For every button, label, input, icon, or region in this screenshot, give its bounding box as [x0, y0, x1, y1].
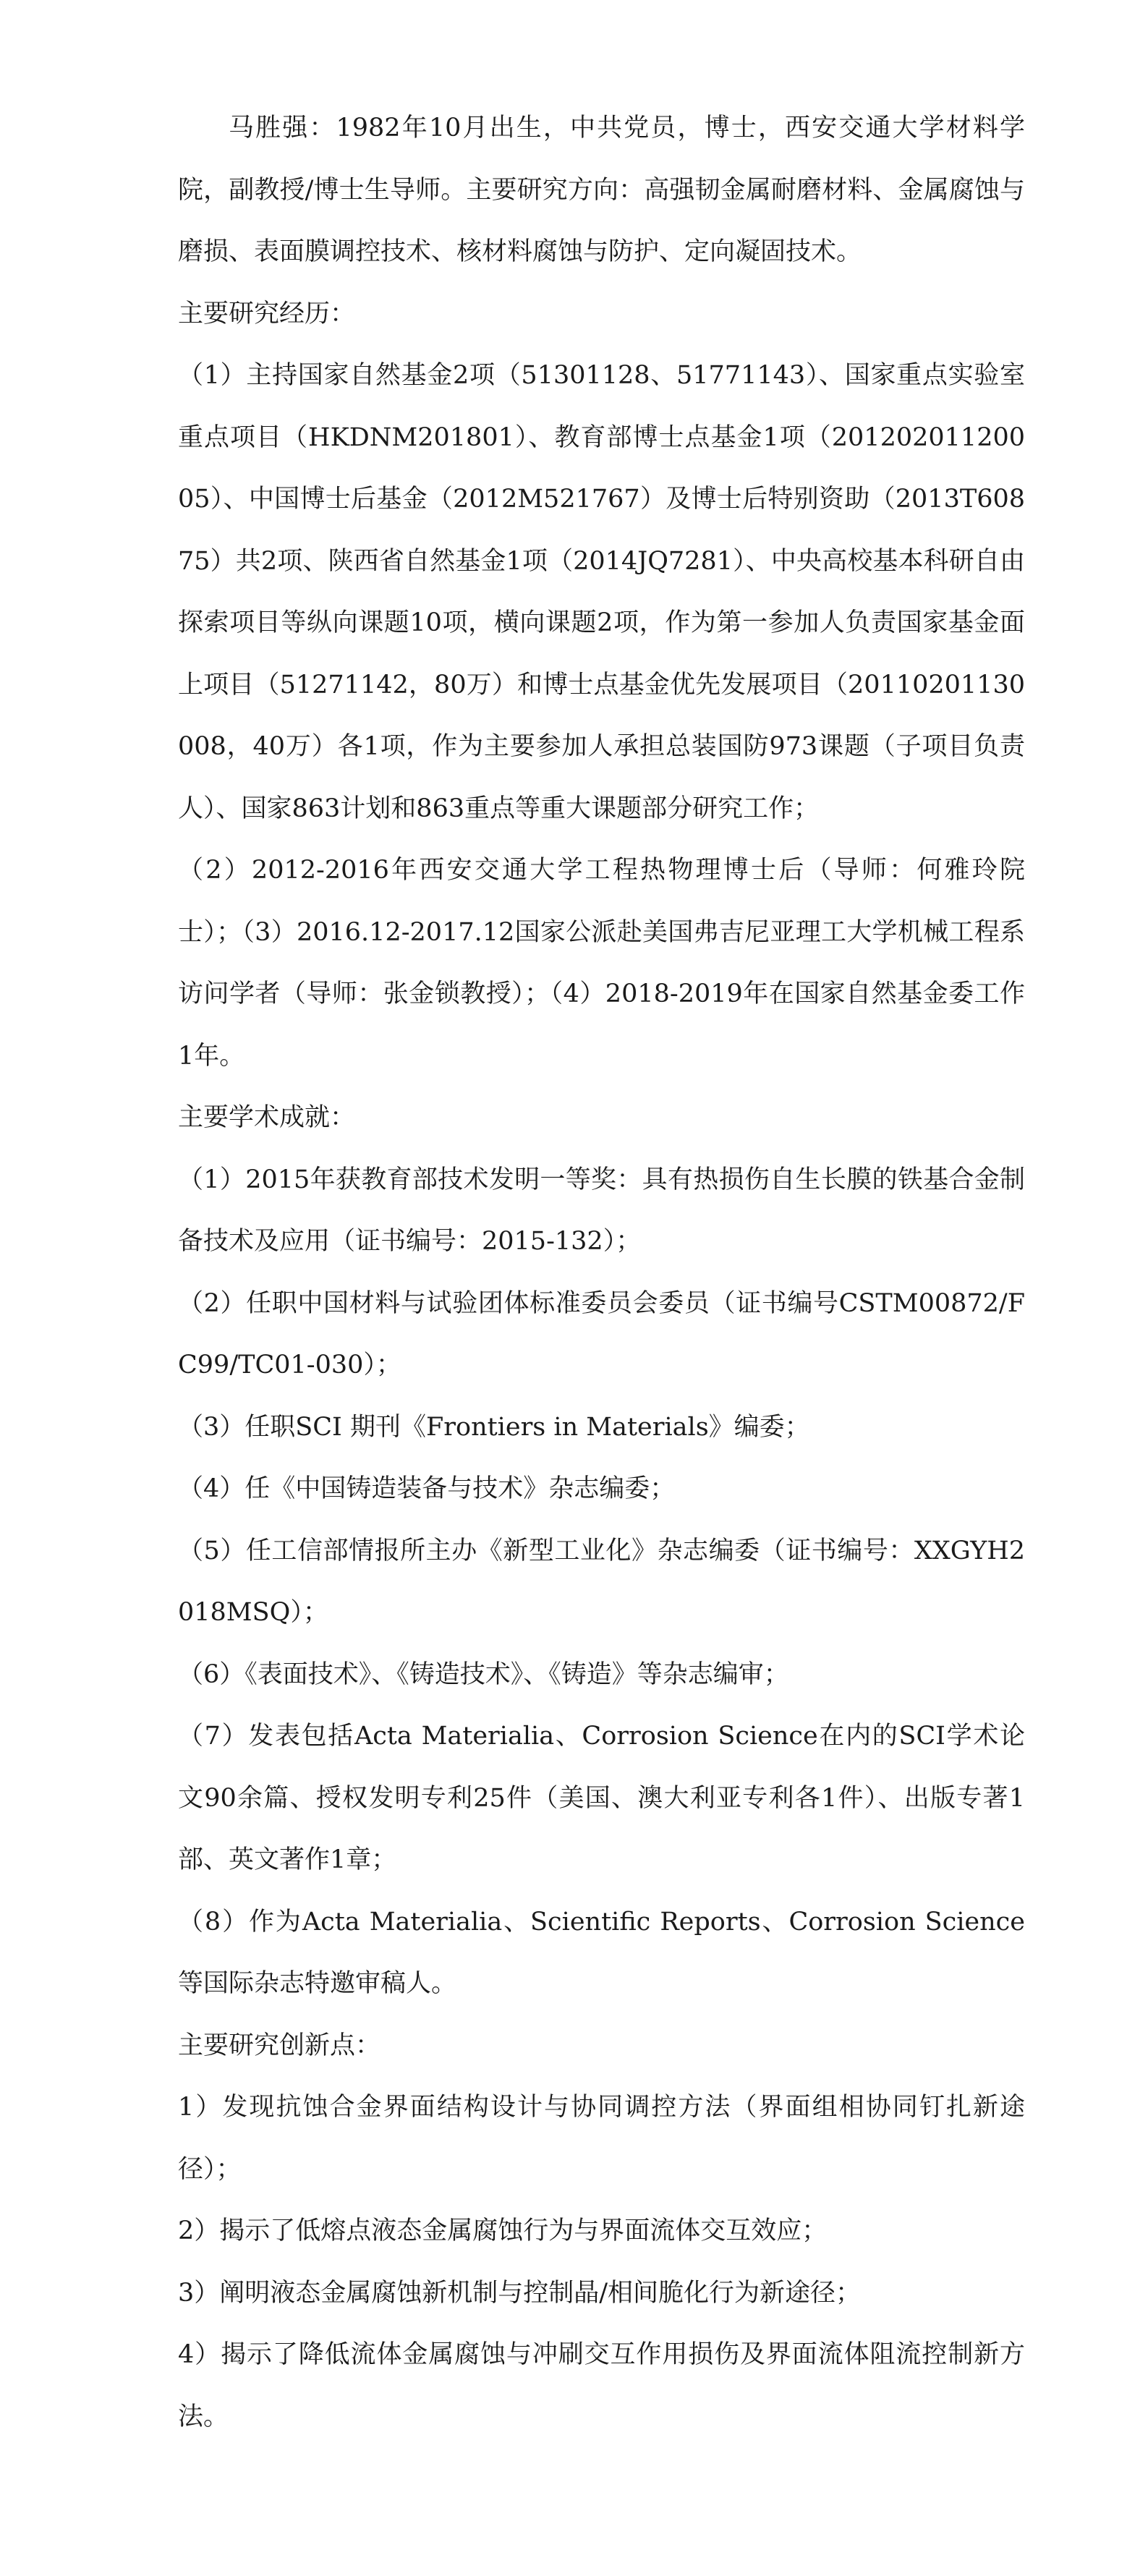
innovation-item-3: 3）阐明液态金属腐蚀新机制与控制晶/相间脆化行为新途径； — [178, 2278, 862, 2308]
achievement-item-3: （3）任职SCI 期刊《Frontiers in Materials》编委； — [178, 1412, 810, 1442]
document-body — [178, 98, 1025, 2448]
experience-item-1: （1）主持国家自然基金2项（51301128、51771143）、国家重点实验室重点项目（HKDNM201801）、教育部博士点基金1项（20120201120005）、中国博士后基金（2012M521767）及博士后特别资助（2013T60875）共2项、陕西省自然基金1项（2014JQ7281）、中央高校基本科研自由探索项目等纵向课题10项，横向课题2项，作为第一参加人负责国家基金面上项目（51271142，80万）和博士点基金优先发展项目（20110201130008，40万）各1项，作为主要参加人承担总装国防973课题（子项目负责人）、国家863计划和863重点等重大课题部分研究工作； — [178, 361, 1025, 823]
section-heading-achievements: 主要学术成就： — [178, 1103, 356, 1132]
achievement-item-7: （7）发表包括Acta Materialia、Corrosion Science在内的SCI学术论文90余篇、授权发明专利25件（美国、澳大利亚专利各1件）、出版专著1部、英文著作1章； — [178, 1722, 1025, 1874]
achievement-item-2: （2）任职中国材料与试验团体标准委员会委员（证书编号CSTM00872/FC99/TC01-030）； — [178, 1288, 1025, 1380]
experience-item-2: （2）2012-2016年西安交通大学工程热物理博士后（导师：何雅玲院士）；（3）2016.12-2017.12国家公派赴美国弗吉尼亚理工大学机械工程系访问学者（导师：张金锁教授）；（4）2018-2019年在国家自然基金委工作1年。 — [178, 856, 1025, 1071]
innovation-item-2: 2）揭示了低熔点液态金属腐蚀行为与界面流体交互效应； — [178, 2216, 828, 2245]
achievement-item-1: （1）2015年获教育部技术发明一等奖：具有热损伤自生长膜的铁基合金制备技术及应用（证书编号：2015-132）； — [178, 1165, 1025, 1256]
achievement-item-5: （5）任工信部情报所主办《新型工业化》杂志编委（证书编号：XXGYH2018MSQ）； — [178, 1536, 1025, 1627]
achievement-item-4: （4）任《中国铸造装备与技术》杂志编委； — [178, 1474, 676, 1503]
bio-paragraph: 马胜强：1982年10月出生，中共党员，博士，西安交通大学材料学院，副教授/博士生导师。主要研究方向：高强韧金属耐磨材料、金属腐蚀与磨损、表面膜调控技术、核材料腐蚀与防护、定向凝固技术。 — [178, 114, 1025, 266]
section-heading-innovations: 主要研究创新点： — [178, 2031, 381, 2060]
achievement-item-8: （8）作为Acta Materialia、Scientific Reports、Corrosion Science等国际杂志特邀审稿人。 — [178, 1907, 1025, 1998]
innovation-item-4: 4）揭示了降低流体金属腐蚀与冲刷交互作用损伤及界面流体阻流控制新方法。 — [178, 2340, 1025, 2431]
innovation-item-1: 1）发现抗蚀合金界面结构设计与协同调控方法（界面组相协同钉扎新途径）； — [178, 2093, 1025, 2184]
achievement-item-6: （6）《表面技术》、《铸造技术》、《铸造》等杂志编审； — [178, 1659, 789, 1689]
section-heading-research-experience: 主要研究经历： — [178, 299, 356, 328]
